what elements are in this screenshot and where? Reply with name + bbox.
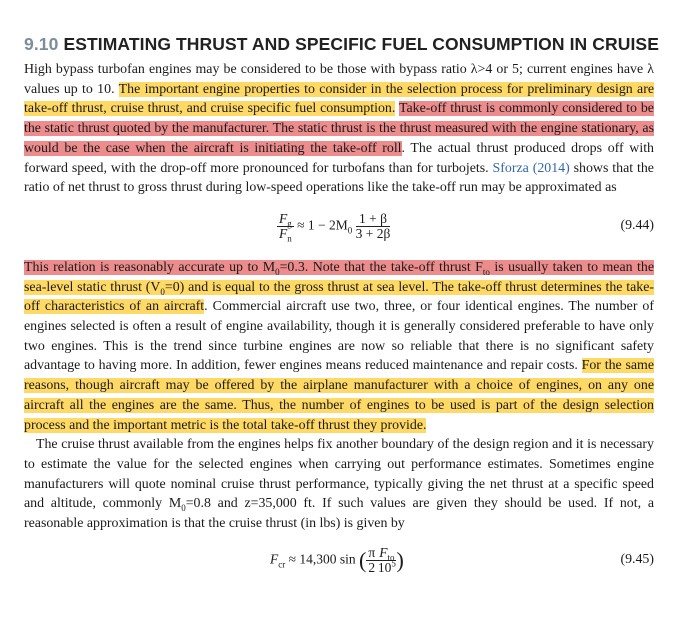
section-title: ESTIMATING THRUST AND SPECIFIC FUEL CONSUMPTION IN CRUISE <box>63 34 659 54</box>
p3-a-sub: 0 <box>181 503 186 514</box>
eq945-lhs-sub: cr <box>278 559 286 570</box>
eq945-two: 2 <box>368 559 376 575</box>
p2-e: =0) and is equal to the gross thrust at sea level. The take-off thrust determines the take-off characteristics of an aircraft <box>24 279 655 315</box>
eq945-rhs: ≈ 14,300 sin <box>288 551 356 567</box>
p2-b-sub: to <box>482 266 490 277</box>
equation-number-9-44: (9.44) <box>620 217 654 233</box>
paragraph-3 <box>24 435 654 534</box>
eq945-lhs: F <box>270 551 279 567</box>
p2-c: is usually taken to mean the <box>494 259 654 275</box>
p2-d: sea-level static thrust (V <box>24 279 161 295</box>
eq944-m-sub: 0 <box>347 225 353 236</box>
p1-highlight-yellow: The important engine properties to consider in the selection process for preliminary design are take-off thrust, cruise thrust, and cruise specific fuel consumption. <box>24 81 655 117</box>
p1-sentence-4: shows that the ratio of net thrust to gross thrust during low-speed operations like the take-off run may be approximated as <box>24 160 654 196</box>
equation-number-9-45: (9.45) <box>620 551 654 567</box>
p2-b: =0.3. Note that the take-off thrust F <box>279 259 483 275</box>
p2-f: . Commercial aircraft use two, three, or four identical engines. The number of engines selected is often a result of engine availability, though it is generally considered preferable to have only two engines. This is the trend since turbine engines are now so reliable that there is no significant safety advantage to having more. In addition, fewer engines means reduced maintenance and repair costs. <box>24 299 655 374</box>
eq945-frac-left <box>366 546 377 575</box>
eq944-approx: ≈ 1 − 2M <box>297 217 348 233</box>
eq945-pi: π <box>368 544 376 560</box>
eq945-exp: 5 <box>391 558 396 569</box>
paragraph-1 <box>24 60 654 198</box>
eq945-frac-right <box>377 546 396 575</box>
p2-a: This relation is reasonably accurate up to M <box>24 259 276 275</box>
eq944-lhs-fraction <box>277 210 294 244</box>
p1-highlight-red: Take-off thrust is commonly considered to be the static thrust quoted by the manufacturer. The static thrust is the thrust measured with the engine stationary, as would be the case when the aircraft is initiating the take-off roll <box>24 101 654 156</box>
eq944-rhs-den: 3 + 2β <box>355 225 391 241</box>
eq944-rhs-num: 1 + β <box>356 212 391 227</box>
p3-b: =0.8 and z=35,000 ft. If such values are given they should be used. If not, a reasonable approximation is that the cruise thrust (in lbs) is given by <box>24 496 654 532</box>
citation-link[interactable]: Sforza (2014) <box>492 160 570 176</box>
p3-a: The cruise thrust available from the engines helps fix another boundary of the design region and it is necessary to estimate the value for the selected engines when carrying out performance estimates. Sometimes engine manufacturers will quote nominal cruise thrust performance, typically giving the net thrust at a specific speed and altitude, commonly M <box>24 437 654 512</box>
eq945-f: F <box>379 544 388 560</box>
eq944-lhs-num-sub: g <box>287 218 292 229</box>
p1-sentence-3b: . The actual thrust produced drops off with forward speed, with the drop-off more pronounced for turbofans than for turbojets. <box>24 140 654 176</box>
equation-9-44 <box>24 198 654 258</box>
section-heading <box>24 34 659 55</box>
section-number: 9.10 <box>24 34 59 54</box>
p2-d-sub: 0 <box>160 286 165 297</box>
equation-9-45: $F_{cr} \approx 14,300$ sin ( $\frac{\pi}{2}$ $\frac{F_{to}}{10^5}$ ) (9.45) <box>270 544 654 575</box>
page <box>24 34 659 586</box>
eq944-rhs-fraction <box>356 212 391 241</box>
eq945-f-sub: to <box>387 552 395 563</box>
p2-highlight-yellow-2: For the same reasons, though aircraft may be offered by the airplane manufacturer with a choice of engines, on any one aircraft all the engines are the same. Thus, the number of engines to be used is part of the design selection process and the important metric is the total take-off thrust they provide. <box>24 358 654 433</box>
paragraph-2 <box>24 258 654 435</box>
eq944-lhs-den: F <box>279 225 288 241</box>
eq944-lhs-den-sub: n <box>287 233 292 244</box>
eq945-ten: 10 <box>377 559 392 575</box>
p2-a-sub: 0 <box>275 266 280 277</box>
p2-highlight-red-1 <box>24 260 654 275</box>
eq944-lhs-num: F <box>279 210 288 226</box>
p1-sentence-1: High bypass turbofan engines may be considered to be those with bypass ratio λ>4 or 5; current engines have λ values up to 10. <box>24 62 654 97</box>
